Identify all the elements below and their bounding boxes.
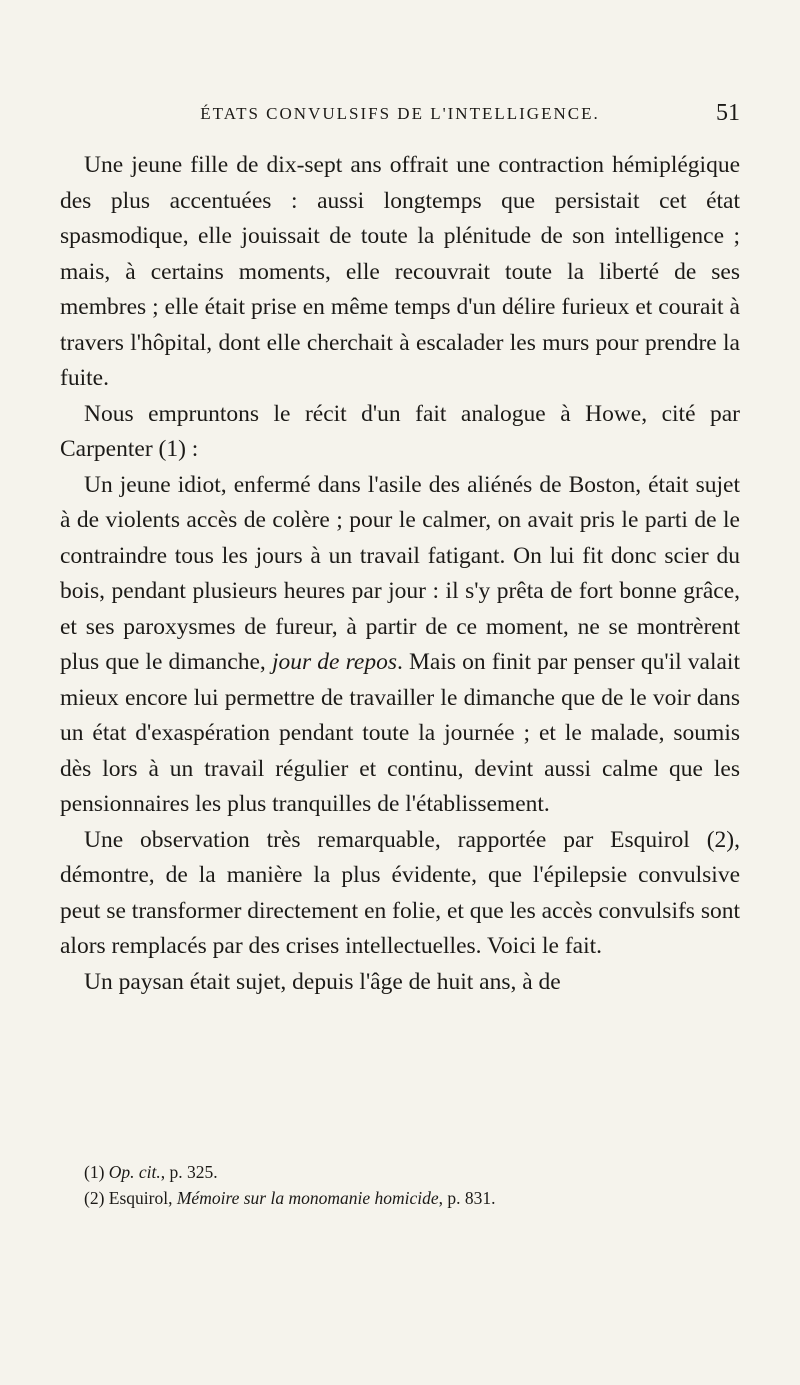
footnote-page: , p. 325. bbox=[160, 1162, 218, 1182]
running-title: ÉTATS CONVULSIFS DE L'INTELLIGENCE. bbox=[200, 104, 600, 123]
footnote-1 bbox=[84, 1159, 724, 1185]
paragraph: Un paysan était sujet, depuis l'âge de huit ans, à de bbox=[84, 968, 561, 995]
page-header bbox=[60, 100, 740, 140]
body-text bbox=[60, 148, 740, 1000]
footnote-citation: Mémoire sur la monomanie homicide bbox=[176, 1188, 439, 1208]
footnote-marker: (2) Esquirol, bbox=[84, 1188, 177, 1208]
footnote-marker: (1) bbox=[84, 1162, 109, 1182]
italic-phrase: jour de repos bbox=[271, 649, 397, 675]
paragraph bbox=[60, 468, 740, 823]
footnote-page: , p. 831. bbox=[438, 1188, 496, 1208]
paragraph-text: Un jeune idiot, enfermé dans l'asile des aliénés de Boston, était sujet à de violents accès de colère ; pour le calmer, on avait pris le parti de le contraindre tous les jours à un travail fatigant. On lui fit donc scier du bois, pendant plusieurs heures par jour : il s'y prêta de fort bonne grâce, et ses paroxysmes de fureur, à partir de ce moment, ne se montrèrent plus que le dimanche, bbox=[60, 471, 740, 675]
paragraph: Nous empruntons le récit d'un fait analogue à Howe, cité par Carpenter (1) : bbox=[60, 400, 740, 462]
footnote-2 bbox=[84, 1185, 724, 1211]
paragraph-text: . Mais on finit par penser qu'il valait mieux encore lui permettre de travailler le dimanche que de le voir dans un état d'exaspération pendant toute la journée ; et le malade, soumis dès lors à un travail régulier et continu, devint aussi calme que les pensionnaires les plus tranquilles de l'établissement. bbox=[60, 649, 740, 817]
paragraph: Une jeune fille de dix-sept ans offrait une contraction hémiplégique des plus accentuées : aussi longtemps que persistait cet état spasmodique, elle jouissait de toute la plénitude de son intelligence ; mais, à certains moments, elle recouvrait toute la liberté de ses membres ; elle était prise en même temps d'un délire furieux et courait à travers l'hôpital, dont elle cherchait à escalader les murs pour prendre la fuite. bbox=[60, 152, 740, 391]
page-number: 51 bbox=[716, 100, 740, 126]
paragraph: Une observation très remarquable, rapportée par Esquirol (2), démontre, de la manière la plus évidente, que l'épilepsie convulsive peut se transformer directement en folie, et que les accès convulsifs sont alors remplacés par des crises intellectuelles. Voici le fait. bbox=[60, 826, 740, 959]
footnotes bbox=[84, 1159, 724, 1211]
footnote-citation: Op. cit. bbox=[108, 1162, 161, 1182]
